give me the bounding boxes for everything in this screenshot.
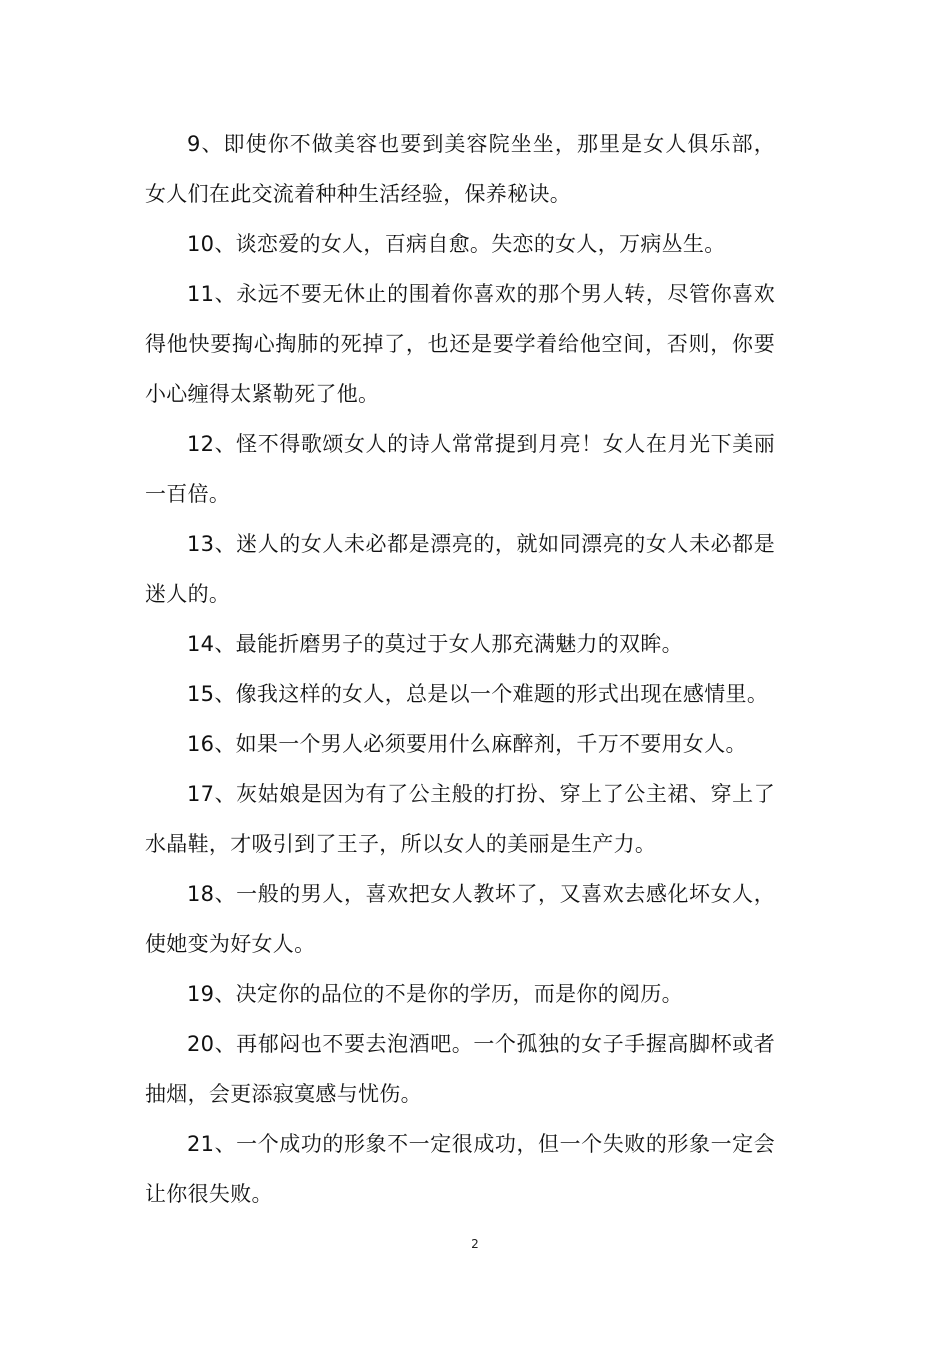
paragraph-10: 10、谈恋爱的女人，百病自愈。失恋的女人，万病丛生。 [187, 232, 726, 256]
paragraph-12: 12、怪不得歌颂女人的诗人常常提到月亮！女人在月光下美丽一百倍。 [145, 432, 775, 506]
paragraph-18: 18、一般的男人，喜欢把女人教坏了，又喜欢去感化坏女人，使她变为好女人。 [145, 882, 775, 956]
paragraph-9: 9、即使你不做美容也要到美容院坐坐，那里是女人俱乐部，女人们在此交流着种种生活经验，保养秘诀。 [145, 132, 775, 206]
paragraph-11: 11、永远不要无休止的围着你喜欢的那个男人转，尽管你喜欢得他快要掏心掏肺的死掉了，也还是要学着给他空间，否则，你要小心缠得太紧勒死了他。 [145, 282, 775, 406]
paragraph-19: 19、决定你的品位的不是你的学历，而是你的阅历。 [187, 982, 683, 1006]
paragraph-16: 16、如果一个男人必须要用什么麻醉剂，千万不要用女人。 [187, 732, 747, 756]
paragraph-15: 15、像我这样的女人，总是以一个难题的形式出现在感情里。 [187, 682, 769, 706]
page-number: 2 [471, 1237, 479, 1251]
paragraph-17: 17、灰姑娘是因为有了公主般的打扮、穿上了公主裙、穿上了水晶鞋，才吸引到了王子，所以女人的美丽是生产力。 [145, 782, 775, 856]
paragraph-13: 13、迷人的女人未必都是漂亮的，就如同漂亮的女人未必都是迷人的。 [145, 532, 775, 606]
paragraph-20: 20、再郁闷也不要去泡酒吧。一个孤独的女子手握高脚杯或者抽烟，会更添寂寞感与忧伤。 [145, 1032, 775, 1106]
paragraph-14: 14、最能折磨男子的莫过于女人那充满魅力的双眸。 [187, 632, 683, 656]
paragraph-21: 21、一个成功的形象不一定很成功，但一个失败的形象一定会让你很失败。 [145, 1132, 775, 1206]
document-body [145, 119, 775, 1219]
